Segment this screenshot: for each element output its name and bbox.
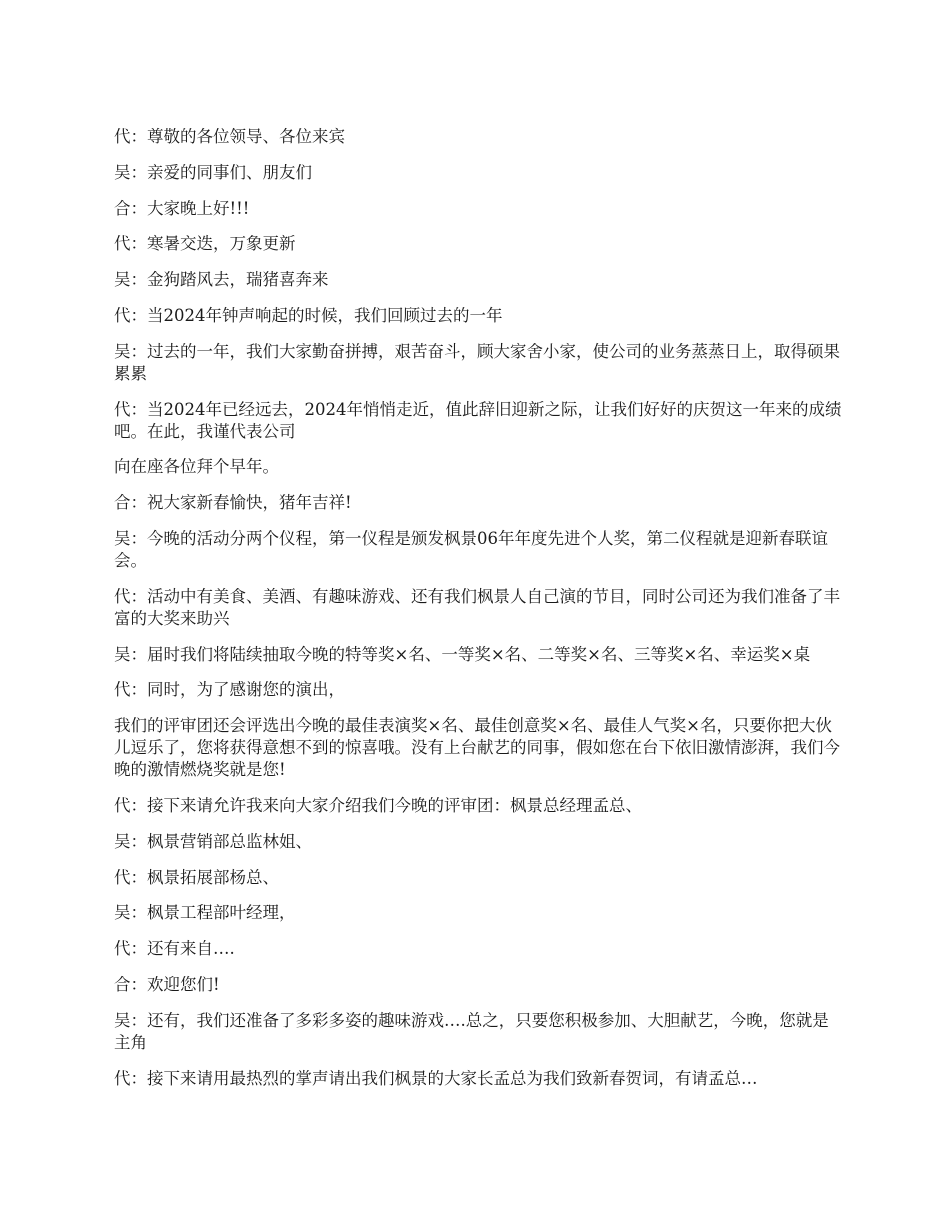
paragraph-13: 吴：届时我们将陆续抽取今晚的特等奖×名、一等奖×名、二等奖×名、三等奖×名、幸运奖×桌 [114,644,811,664]
paragraph-16: 代：接下来请允许我来向大家介绍我们今晚的评审团：枫景总经理孟总、 [114,795,642,815]
paragraph-10: 合：祝大家新春愉快，猪年吉祥! [114,493,352,513]
paragraph-23: 代：接下来请用最热烈的掌声请出我们枫景的大家长孟总为我们致新春贺词，有请孟总… [114,1068,758,1088]
paragraph-21: 合：欢迎您们! [114,974,220,994]
paragraph-14: 代：同时，为了感谢您的演出， [114,680,345,700]
paragraph-7: 吴：过去的一年，我们大家勤奋拼搏，艰苦奋斗，顾大家舍小家，使公司的业务蒸蒸日上，取得硕果累累 [114,341,840,383]
paragraph-4: 代：寒暑交迭，万象更新 [114,234,296,254]
paragraph-18: 代：枫景拓展部杨总、 [114,867,279,887]
paragraph-20: 代：还有来自…. [114,939,235,959]
paragraph-6: 代：当2024年钟声响起的时候，我们回顾过去的一年 [114,305,503,325]
paragraph-9: 向在座各位拜个早年。 [114,457,279,477]
paragraph-11: 吴：今晚的活动分两个仪程，第一仪程是颁发枫景06年年度先进个人奖，第二仪程就是迎新春联谊会。 [114,528,828,570]
paragraph-5: 吴：金狗踏风去，瑞猪喜奔来 [114,270,329,290]
paragraph-22: 吴：还有，我们还准备了多彩多姿的趣味游戏….总之，只要您积极参加、大胆献艺，今晚，您就是主角 [114,1010,829,1052]
paragraph-15: 我们的评审团还会评选出今晚的最佳表演奖×名、最佳创意奖×名、最佳人气奖×名，只要你把大伙儿逗乐了，您将获得意想不到的惊喜哦。没有上台献艺的同事，假如您在台下依旧激情澎湃，我们今晚的激情燃烧奖就是您! [114,716,840,780]
paragraph-19: 吴：枫景工程部叶经理， [114,903,296,923]
document-body [114,126,842,1103]
paragraph-8: 代：当2024年已经远去，2024年悄悄走近，值此辞旧迎新之际，让我们好好的庆贺这一年来的成绩吧。在此，我谨代表公司 [114,399,842,441]
paragraph-12: 代：活动中有美食、美酒、有趣味游戏、还有我们枫景人自己演的节目，同时公司还为我们准备了丰富的大奖来助兴 [114,586,840,628]
paragraph-1: 代：尊敬的各位领导、各位来宾 [114,127,345,146]
paragraph-3: 合：大家晚上好!!! [114,198,250,218]
paragraph-17: 吴：枫景营销部总监林姐、 [114,831,312,851]
paragraph-2: 吴：亲爱的同事们、朋友们 [114,162,312,182]
